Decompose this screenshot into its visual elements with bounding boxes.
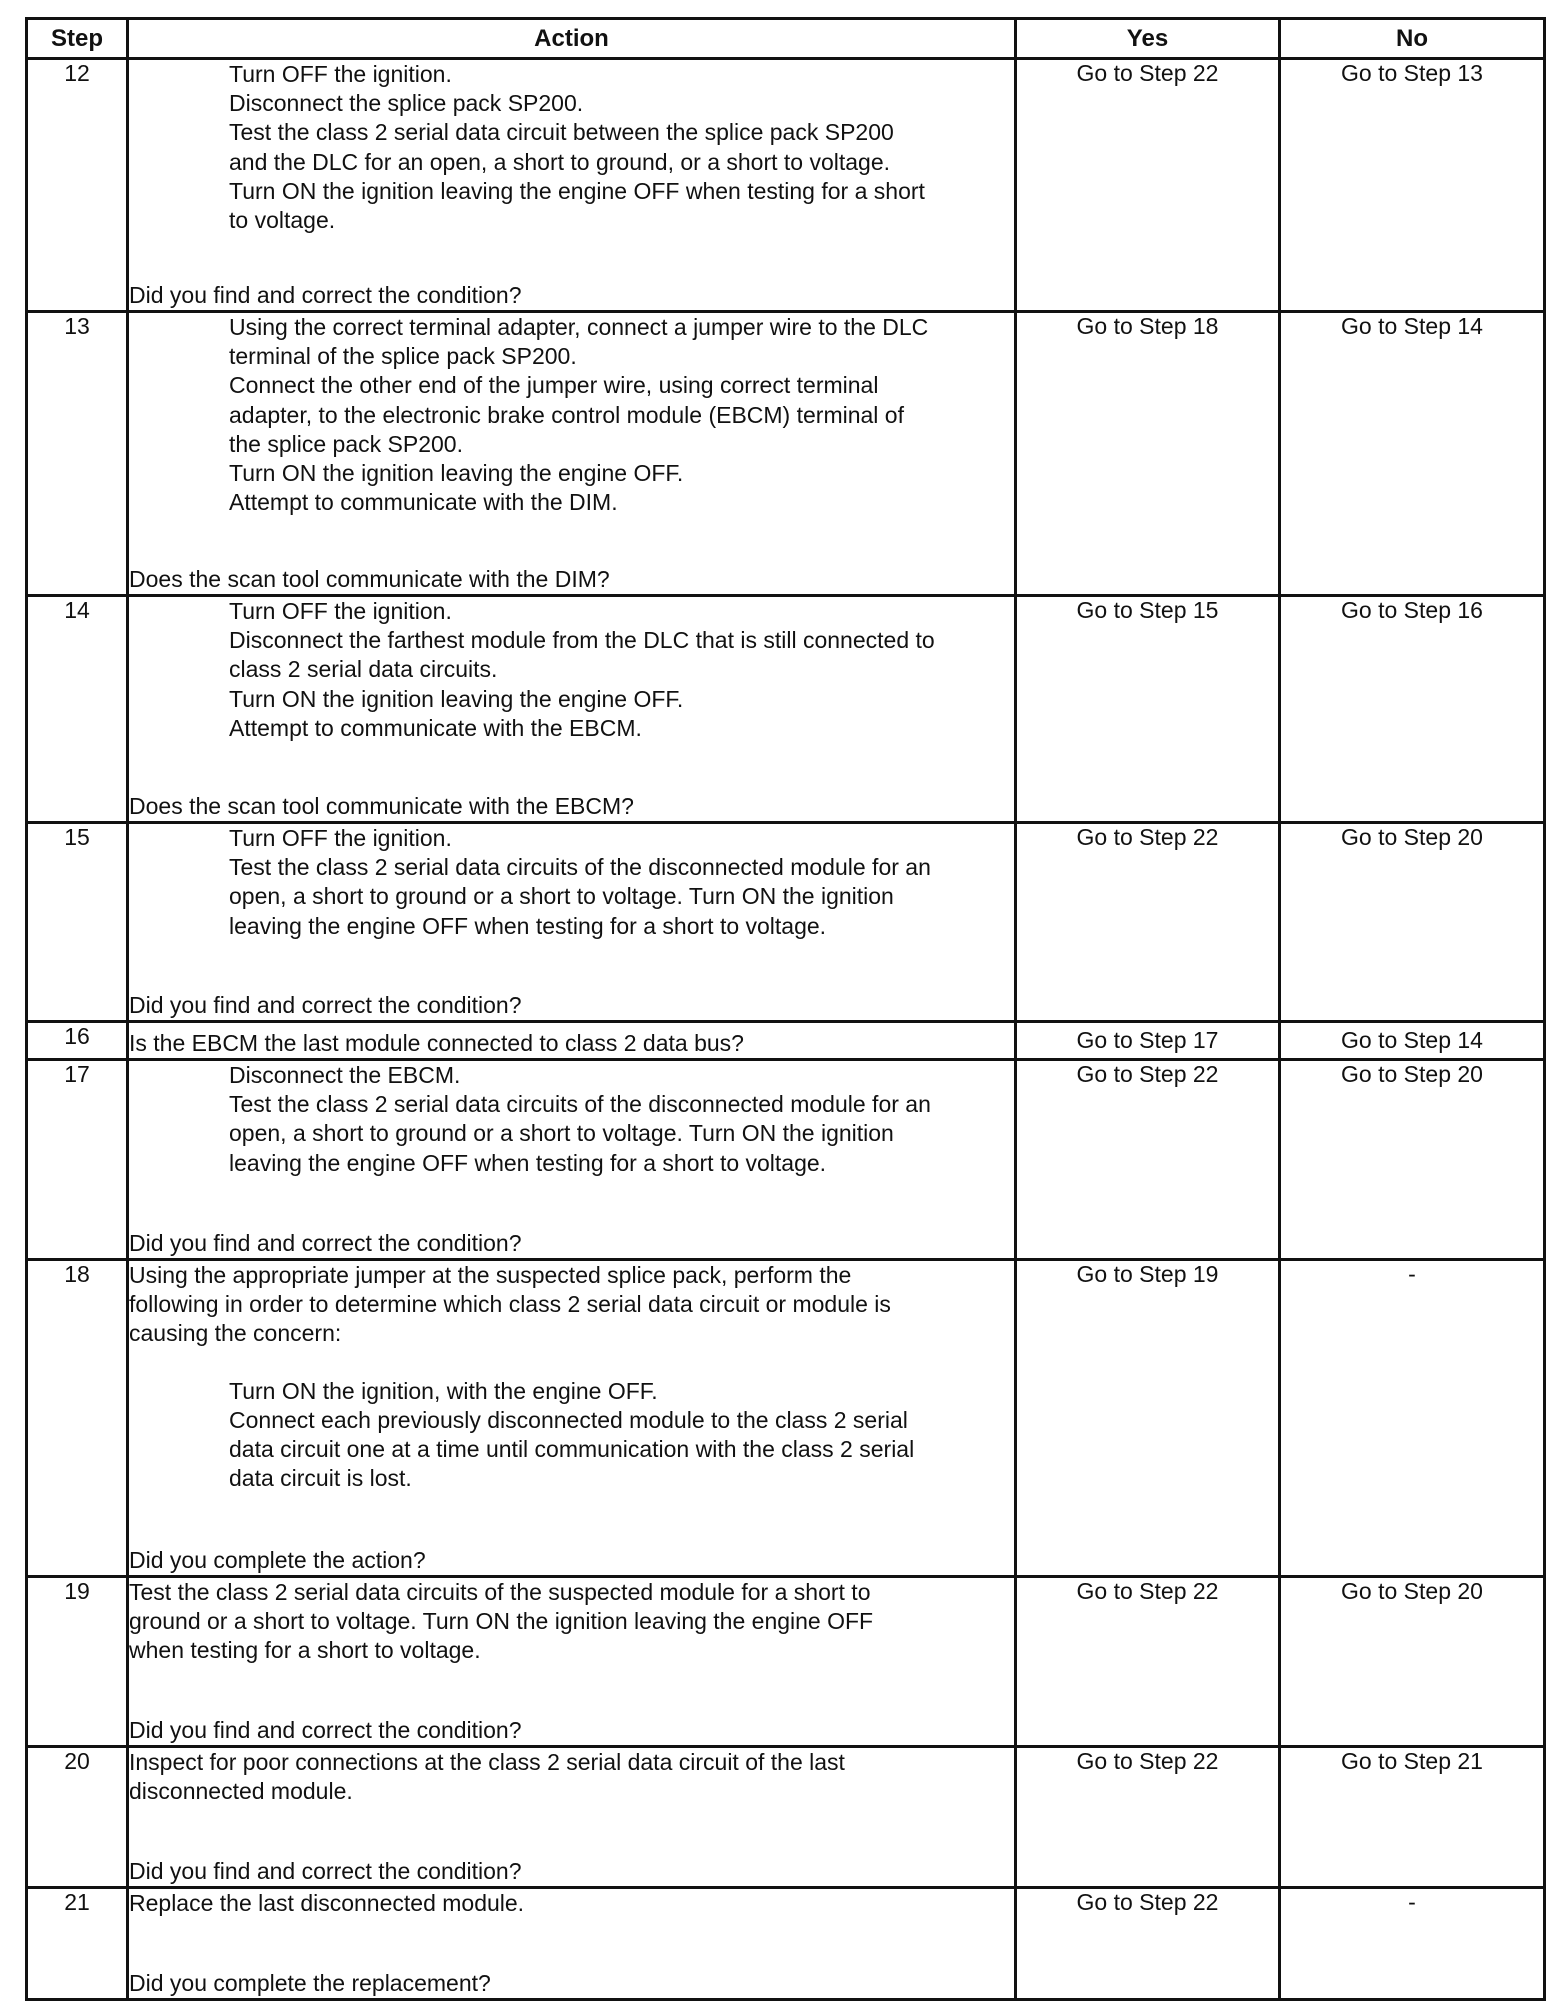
question-text: Did you find and correct the condition? <box>129 1857 522 1884</box>
step-number: 16 <box>27 1022 128 1060</box>
no-result: Go to Step 20 <box>1280 1577 1545 1747</box>
question-text: Did you find and correct the condition? <box>129 991 522 1018</box>
action-steps <box>129 1061 1014 1178</box>
diagnostic-table <box>25 17 1546 2001</box>
action-step-line: Connect each previously disconnected module to the class 2 serial <box>229 1406 908 1433</box>
action-cell <box>128 1060 1016 1260</box>
action-intro <box>129 1261 1014 1349</box>
question-text: Did you complete the replacement? <box>129 1969 491 1996</box>
yes-result: Go to Step 22 <box>1016 1747 1280 1888</box>
action-cell <box>128 1747 1016 1888</box>
action-step-line: Test the class 2 serial data circuits of the disconnected module for an <box>229 854 931 881</box>
action-step-line: terminal of the splice pack SP200. <box>229 343 577 370</box>
yes-result: Go to Step 19 <box>1016 1260 1280 1577</box>
action-text-line: Inspect for poor connections at the class 2 serial data circuit of the last <box>129 1749 845 1775</box>
step-number: 18 <box>27 1260 128 1577</box>
action-step-line: data circuit is lost. <box>229 1465 412 1492</box>
step-number: 17 <box>27 1060 128 1260</box>
action-step-line: open, a short to ground or a short to voltage. Turn ON the ignition <box>229 883 894 910</box>
step-number: 12 <box>27 59 128 312</box>
action-text-line: Replace the last disconnected module. <box>129 1890 525 1916</box>
action-step-line: Disconnect the farthest module from the DLC that is still connected to <box>229 627 935 654</box>
action-step-line: Turn ON the ignition leaving the engine OFF. <box>229 460 684 487</box>
no-result: Go to Step 20 <box>1280 823 1545 1022</box>
action-steps <box>129 1377 1014 1494</box>
yes-result: Go to Step 22 <box>1016 823 1280 1022</box>
action-cell <box>128 1260 1016 1577</box>
header-row <box>27 19 1545 59</box>
table-row <box>27 1888 1545 2000</box>
table-row <box>27 1060 1545 1260</box>
action-step-line: to voltage. <box>229 207 336 234</box>
action-step-line: Turn ON the ignition leaving the engine OFF. <box>229 685 684 712</box>
question-text: Did you find and correct the condition? <box>129 1716 522 1743</box>
action-text-line: ground or a short to voltage. Turn ON the ignition leaving the engine OFF <box>129 1608 874 1635</box>
no-result: Go to Step 21 <box>1280 1747 1545 1888</box>
action-step-line: Turn OFF the ignition. <box>229 61 452 87</box>
action-steps <box>129 60 1014 235</box>
no-result: - <box>1280 1888 1545 2000</box>
table-row <box>27 1577 1545 1747</box>
yes-result: Go to Step 22 <box>1016 59 1280 312</box>
header-no: No <box>1280 19 1545 59</box>
action-step-line: open, a short to ground or a short to voltage. Turn ON the ignition <box>229 1120 894 1147</box>
header-step: Step <box>27 19 128 59</box>
table-body <box>27 59 1545 2000</box>
question-text: Did you complete the action? <box>129 1546 426 1573</box>
yes-result: Go to Step 17 <box>1016 1022 1280 1060</box>
step-number: 20 <box>27 1747 128 1888</box>
action-cell <box>128 823 1016 1022</box>
action-intro <box>129 1889 1014 1918</box>
action-step-line: Disconnect the EBCM. <box>229 1062 461 1088</box>
step-number: 13 <box>27 312 128 596</box>
step-number: 15 <box>27 823 128 1022</box>
yes-result: Go to Step 15 <box>1016 596 1280 823</box>
no-result: Go to Step 20 <box>1280 1060 1545 1260</box>
question-text: Does the scan tool communicate with the DIM? <box>129 565 610 592</box>
action-step-line: Attempt to communicate with the DIM. <box>229 489 618 516</box>
action-step-line: and the DLC for an open, a short to ground, or a short to voltage. <box>229 148 891 175</box>
action-step-line: Connect the other end of the jumper wire, using correct terminal <box>229 372 879 399</box>
action-step-line: class 2 serial data circuits. <box>229 656 498 683</box>
action-step-line: Turn OFF the ignition. <box>229 825 452 851</box>
action-text-line: following in order to determine which class 2 serial data circuit or module is <box>129 1291 891 1318</box>
action-step-line: Test the class 2 serial data circuits of the disconnected module for an <box>229 1091 931 1118</box>
action-step-line: Test the class 2 serial data circuit between the splice pack SP200 <box>229 119 894 146</box>
question-text: Is the EBCM the last module connected to class 2 data bus? <box>129 1029 744 1056</box>
table-row <box>27 1022 1545 1060</box>
action-step-line: Using the correct terminal adapter, connect a jumper wire to the DLC <box>229 314 929 340</box>
yes-result: Go to Step 22 <box>1016 1060 1280 1260</box>
action-step-line: Turn ON the ignition leaving the engine OFF when testing for a short <box>229 177 925 204</box>
action-step-line: the splice pack SP200. <box>229 430 463 457</box>
action-step-line: Attempt to communicate with the EBCM. <box>229 714 642 741</box>
action-text-line: Using the appropriate jumper at the suspected splice pack, perform the <box>129 1262 852 1288</box>
action-text-line: Test the class 2 serial data circuits of the suspected module for a short to <box>129 1579 871 1605</box>
no-result: Go to Step 13 <box>1280 59 1545 312</box>
table-row <box>27 1747 1545 1888</box>
action-step-line: leaving the engine OFF when testing for a short to voltage. <box>229 1149 827 1176</box>
yes-result: Go to Step 22 <box>1016 1577 1280 1747</box>
action-text-line: when testing for a short to voltage. <box>129 1637 481 1664</box>
action-cell <box>128 596 1016 823</box>
action-cell <box>128 59 1016 312</box>
table-row <box>27 312 1545 596</box>
question-text: Did you find and correct the condition? <box>129 1229 522 1256</box>
action-intro <box>129 1748 1014 1806</box>
action-step-line: Disconnect the splice pack SP200. <box>229 90 584 117</box>
action-text-line: disconnected module. <box>129 1778 353 1805</box>
step-number: 19 <box>27 1577 128 1747</box>
action-cell <box>128 1888 1016 2000</box>
action-cell <box>128 1022 1016 1060</box>
yes-result: Go to Step 18 <box>1016 312 1280 596</box>
action-text-line: causing the concern: <box>129 1320 342 1347</box>
yes-result: Go to Step 22 <box>1016 1888 1280 2000</box>
action-step-line: leaving the engine OFF when testing for a short to voltage. <box>229 912 827 939</box>
action-cell <box>128 312 1016 596</box>
step-number: 14 <box>27 596 128 823</box>
header-yes: Yes <box>1016 19 1280 59</box>
action-intro <box>129 1578 1014 1666</box>
question-text: Does the scan tool communicate with the EBCM? <box>129 792 634 819</box>
step-number: 21 <box>27 1888 128 2000</box>
header-action: Action <box>128 19 1016 59</box>
no-result: Go to Step 14 <box>1280 1022 1545 1060</box>
table-row <box>27 596 1545 823</box>
table-row <box>27 1260 1545 1577</box>
no-result: Go to Step 16 <box>1280 596 1545 823</box>
no-result: Go to Step 14 <box>1280 312 1545 596</box>
action-step-line: Turn ON the ignition, with the engine OFF. <box>229 1377 658 1404</box>
action-step-line: Turn OFF the ignition. <box>229 598 452 624</box>
action-cell <box>128 1577 1016 1747</box>
table-row <box>27 823 1545 1022</box>
action-step-line: adapter, to the electronic brake control module (EBCM) terminal of <box>229 401 904 428</box>
question-text: Did you find and correct the condition? <box>129 281 522 308</box>
action-steps <box>129 597 1014 743</box>
action-steps <box>129 824 1014 941</box>
table-row <box>27 59 1545 312</box>
no-result: - <box>1280 1260 1545 1577</box>
action-steps <box>129 313 1014 517</box>
action-step-line: data circuit one at a time until communication with the class 2 serial <box>229 1436 915 1463</box>
